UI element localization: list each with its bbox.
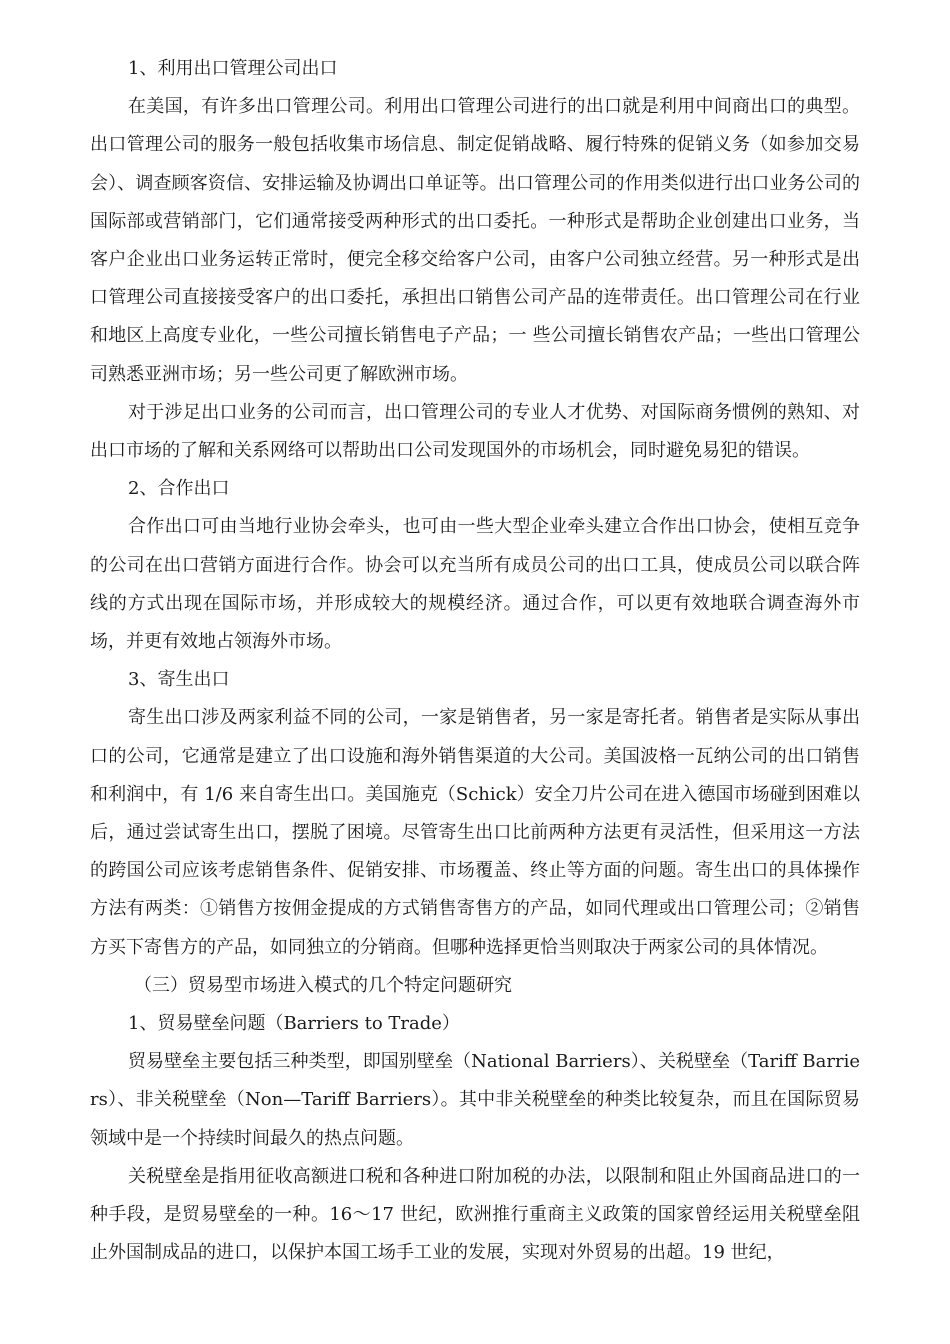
subsection-heading-trade-entry-issues: （三）贸易型市场进入模式的几个特定问题研究 xyxy=(134,974,512,996)
paragraph-tariff-barriers: 关税壁垒是指用征收高额进口税和各种进口附加税的办法，以限制和阻止外国商品进口的一种手段，是贸易壁垒的一种。16～17 世纪，欧洲推行重商主义政策的国家曾经运用关税壁垒阻止外国制成品的进口，以保护本国工场手工业的发展，实现对外贸易的出超。19 世纪， xyxy=(90,1165,860,1264)
section-heading-piggyback-export: 3、寄生出口 xyxy=(128,669,230,691)
paragraph-piggyback-export: 寄生出口涉及两家利益不同的公司，一家是销售者，另一家是寄托者。销售者是实际从事出口的公司，它通常是建立了出口设施和海外销售渠道的大公司。美国波格一瓦纳公司的出口销售和利润中，有 1/6 来自寄生出口。美国施克（Schick）安全刀片公司在进入德国市场碰到困难以后，通过尝试寄生出口，摆脱了困境。尽管寄生出口比前两种方法更有灵活性，但采用这一方法的跨国公司应该考虑销售条件、促销安排、市场覆盖、终止等方面的问题。寄生出口的具体操作方法有两类：①销售方按佣金提成的方式销售寄售方的产品，如同代理或出口管理公司；②销售方买下寄售方的产品，如同独立的分销商。但哪种选择更恰当则取决于两家公司的具体情况。 xyxy=(90,707,860,958)
paragraph-trade-barrier-types: 贸易壁垒主要包括三种类型，即国别壁垒（National Barriers）、关税壁垒（Tariff Barriers）、非关税壁垒（Non—Tariff Barriers）。其中非关税壁垒的种类比较复杂，而且在国际贸易领域中是一个持续时间最久的热点问题。 xyxy=(90,1051,860,1149)
paragraph-cooperative-export: 合作出口可由当地行业协会牵头，也可由一些大型企业牵头建立合作出口协会，使相互竞争的公司在出口营销方面进行合作。协会可以充当所有成员公司的出口工具，使成员公司以联合阵线的方式出现在国际市场，并形成较大的规模经济。通过合作，可以更有效地联合调查海外市场，并更有效地占领海外市场。 xyxy=(90,516,860,653)
section-heading-export-management: 1、利用出口管理公司出口 xyxy=(128,58,338,79)
paragraph-export-management-benefits: 对于涉足出口业务的公司而言，出口管理公司的专业人才优势、对国际商务惯例的熟知、对出口市场的了解和关系网络可以帮助出口公司发现国外的市场机会，同时避免易犯的错误。 xyxy=(90,401,860,462)
section-heading-trade-barriers: 1、贸易壁垒问题（Barriers to Trade） xyxy=(128,1013,460,1035)
document-page xyxy=(90,50,860,1273)
paragraph-export-management: 在美国，有许多出口管理公司。利用出口管理公司进行的出口就是利用中间商出口的典型。出口管理公司的服务一般包括收集市场信息、制定促销战略、履行特殊的促销义务（如参加交易会）、调查顾客资信、安排运输及协调出口单证等。出口管理公司的作用类似进行出口业务公司的国际部或营销部门，它们通常接受两种形式的出口委托。一种形式是帮助企业创建出口业务，当客户企业出口业务运转正常时，便完全移交给客户公司，由客户公司独立经营。另一种形式是出口管理公司直接接受客户的出口委托，承担出口销售公司产品的连带责任。出口管理公司在行业和地区上高度专业化，一些公司擅长销售电子产品；一 些公司擅长销售农产品；一些出口管理公司熟悉亚洲市场；另一些公司更了解欧洲市场。 xyxy=(90,96,860,385)
section-heading-cooperative-export: 2、合作出口 xyxy=(128,478,230,500)
